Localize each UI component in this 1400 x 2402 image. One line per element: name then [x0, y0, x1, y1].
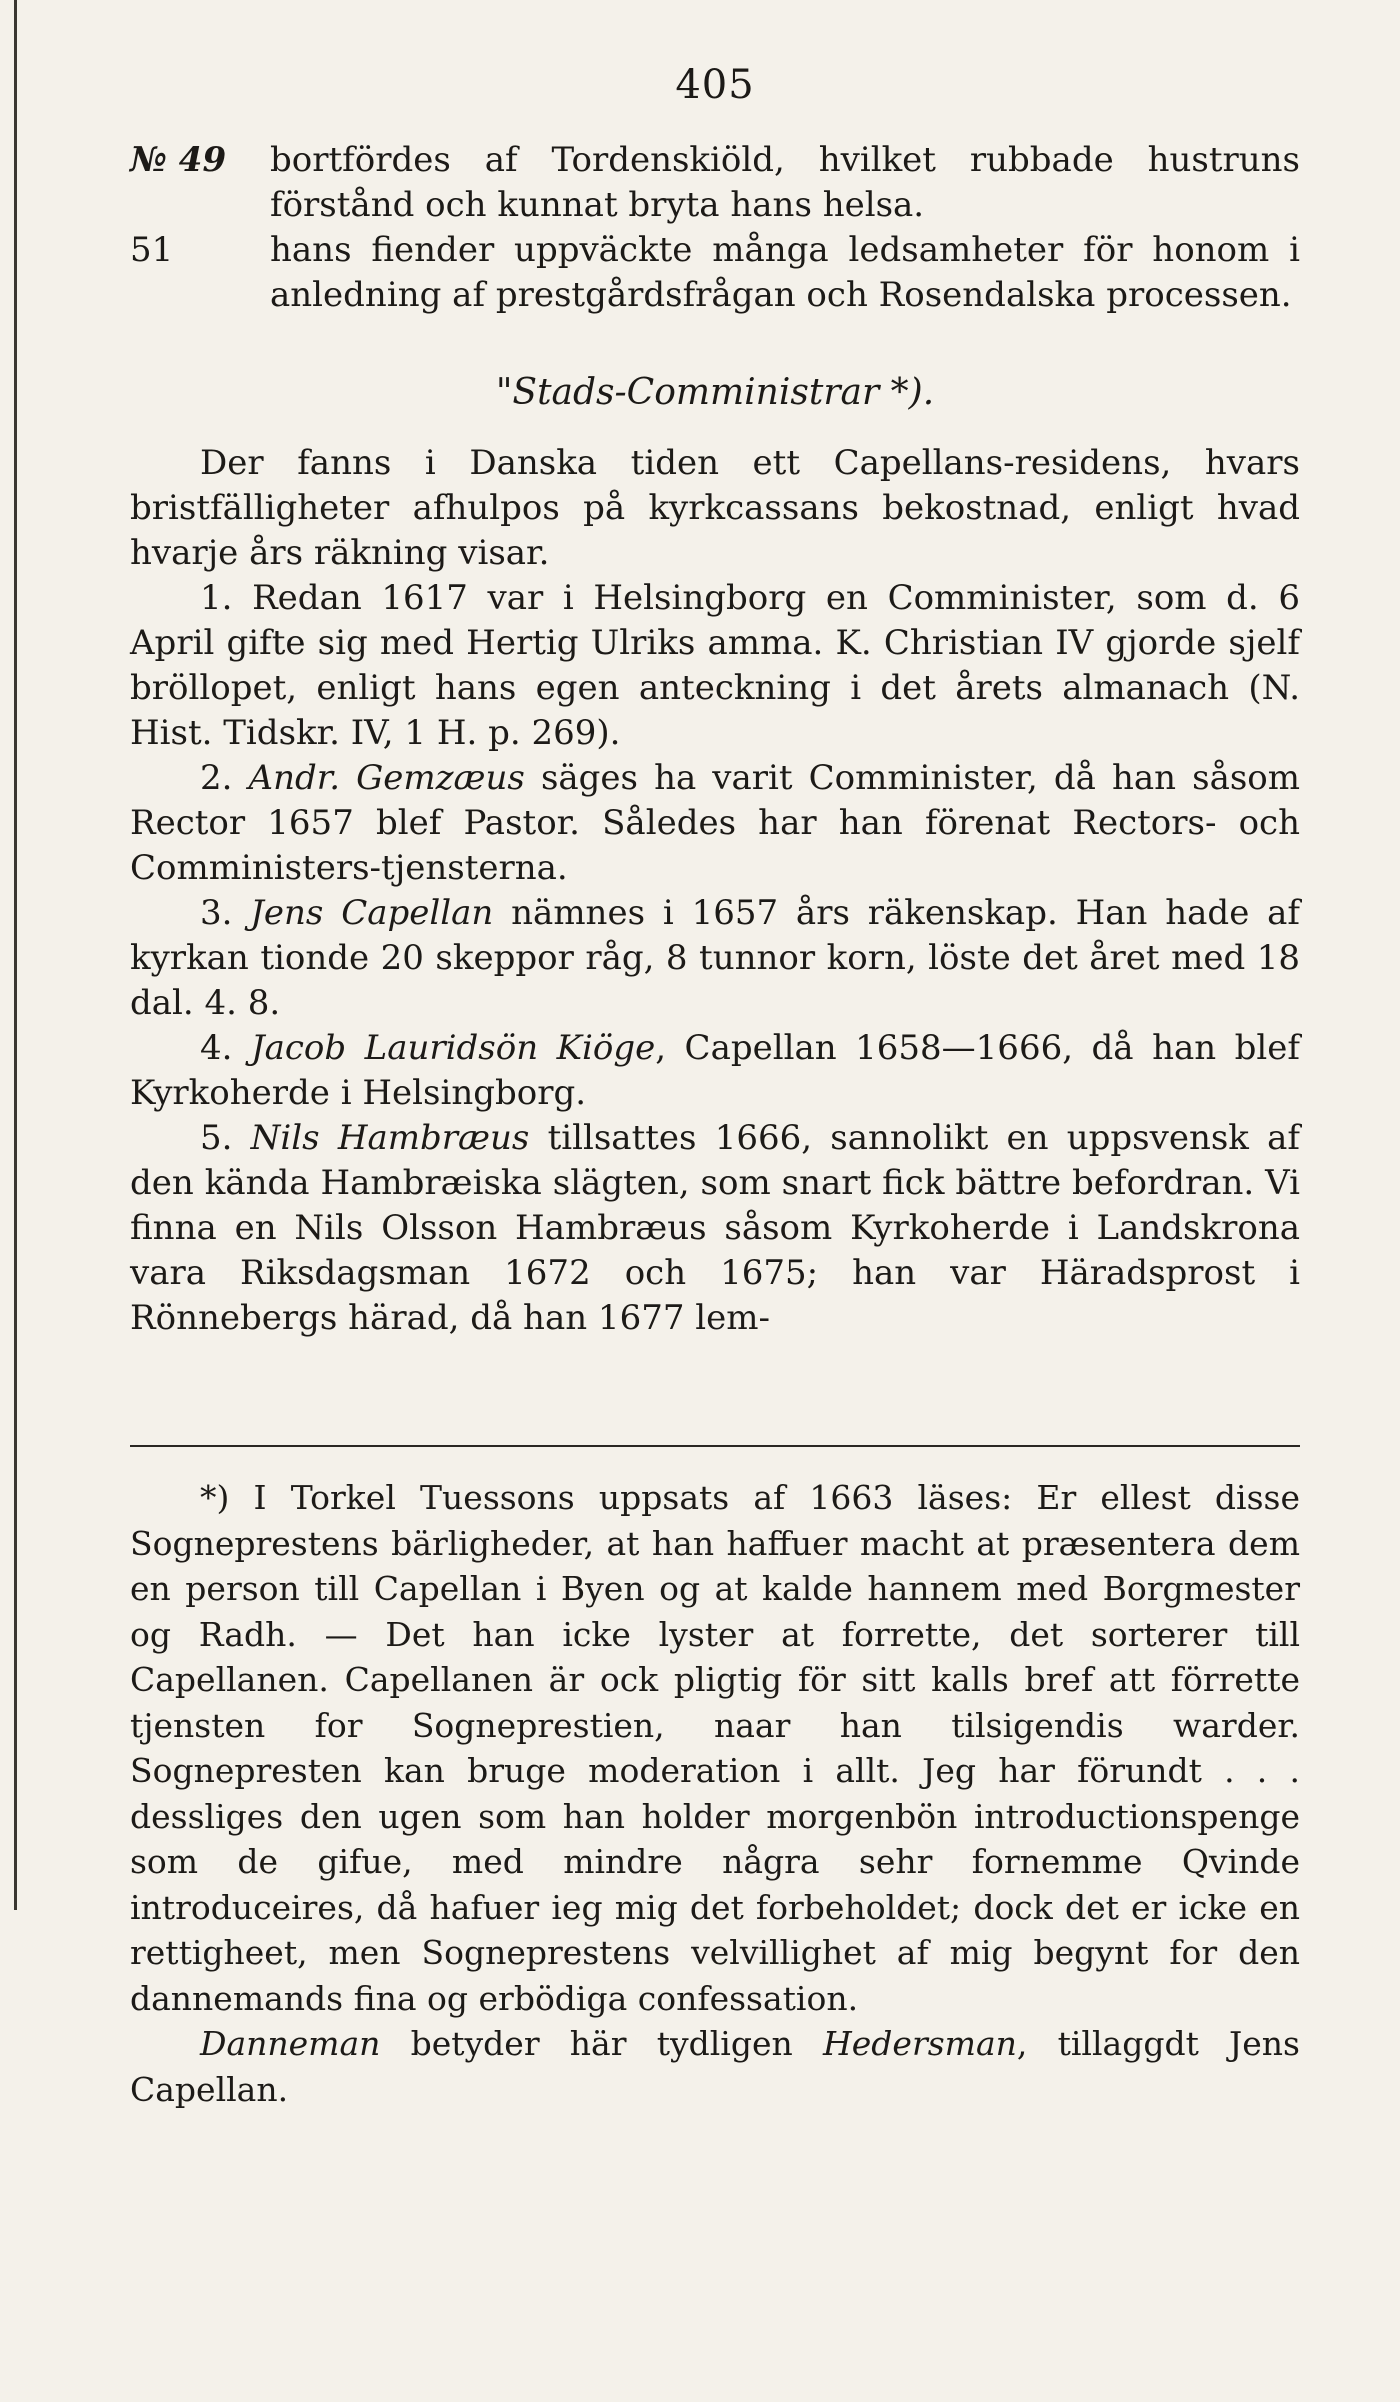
page-edge-line — [14, 0, 17, 1910]
entry-number: № 49 — [130, 140, 227, 180]
page-number: 405 — [675, 62, 755, 108]
footnote-text: *) I Torkel Tuessons uppsats af 1663 läses: Er ellest disse Sogneprestens bärligheder, at han haffuer macht at præsentera dem en person till Capellan i Byen og at kalde hannem med Borgmester og Radh. — Det han icke lyster at forrette, det sorterer till Capellanen. Capellanen är ock pligtig för sitt kalls bref att förrette tjensten for Sogneprestien, naar han tilsigendis warder. Sognepresten kan bruge moderation i allt. Jeg har förundt . . . dessliges den ugen som han holder morgenbön introductionspenge som de gifue, med mindre några sehr fornemme Qvinde introduceires, då hafuer ieg mig det forbeholdet; dock det er icke en rettigheet, men Sogneprestens velvillighet af mig begynt for den dannemands fina og erbödiga confessation. — [130, 1478, 1300, 2018]
entry-text: bortfördes af Tordenskiöld, hvilket rubbade hustruns förstånd och kunnat bryta hans helsa. — [270, 140, 1300, 225]
list-entry-49 — [130, 138, 1300, 228]
paragraph-intro: Der fanns i Danska tiden ett Capellans-residens, hvars bristfälligheter afhulpos på kyrkcassans bekostnad, enligt hvad hvarje års räkning visar. — [130, 443, 1300, 573]
person-name: Jens Capellan — [250, 893, 494, 933]
paragraph-item-4: 4. Jacob Lauridsön Kiöge, Capellan 1658—1666, då han blef Kyrkoherde i Helsingborg. — [130, 1028, 1300, 1113]
paragraph-item-5: 5. Nils Hambræus tillsattes 1666, sannolikt en uppsvensk af den kända Hambræiska slägten, som snart fick bättre befordran. Vi finna en Nils Olsson Hambræus såsom Kyrkoherde i Landskrona vara Riksdagsman 1672 och 1675; han var Häradsprost i Rönnebergs härad, då han 1677 lem- — [130, 1118, 1300, 1338]
list-entry-51 — [130, 228, 1300, 318]
paragraph-item-3: 3. Jens Capellan nämnes i 1657 års räkenskap. Han hade af kyrkan tionde 20 skeppor råg, 8 tunnor korn, löste det året med 18 dal. 4. 8. — [130, 893, 1300, 1023]
entry-number: 51 — [130, 230, 174, 270]
footnote — [130, 1475, 1300, 2112]
entry-text: hans fiender uppväckte många ledsamheter för honom i anledning af prestgårdsfrågan och Rosendalska processen. — [270, 230, 1300, 315]
section-heading: "Stads-Comministrar *). — [495, 372, 935, 413]
paragraph-item-2: 2. Andr. Gemzæus säges ha varit Comminister, då han såsom Rector 1657 blef Pastor. Således har han förenat Rectors- och Comministers-tjensterna. — [130, 758, 1300, 888]
footnote-divider — [130, 1445, 1300, 1447]
paragraph-item-1: 1. Redan 1617 var i Helsingborg en Comminister, som d. 6 April gifte sig med Hertig Ulriks amma. K. Christian IV gjorde sjelf bröllopet, enligt hans egen anteckning i det årets almanach (N. Hist. Tidskr. IV, 1 H. p. 269). — [130, 578, 1300, 753]
footnote-note: Danneman betyder här tydligen Hedersman, tillaggdt Jens Capellan. — [130, 2024, 1300, 2109]
main-text — [130, 138, 1300, 1341]
person-name: Jacob Lauridsön Kiöge — [250, 1028, 656, 1068]
person-name: Nils Hambræus — [250, 1118, 530, 1158]
person-name: Andr. Gemzæus — [248, 758, 525, 798]
